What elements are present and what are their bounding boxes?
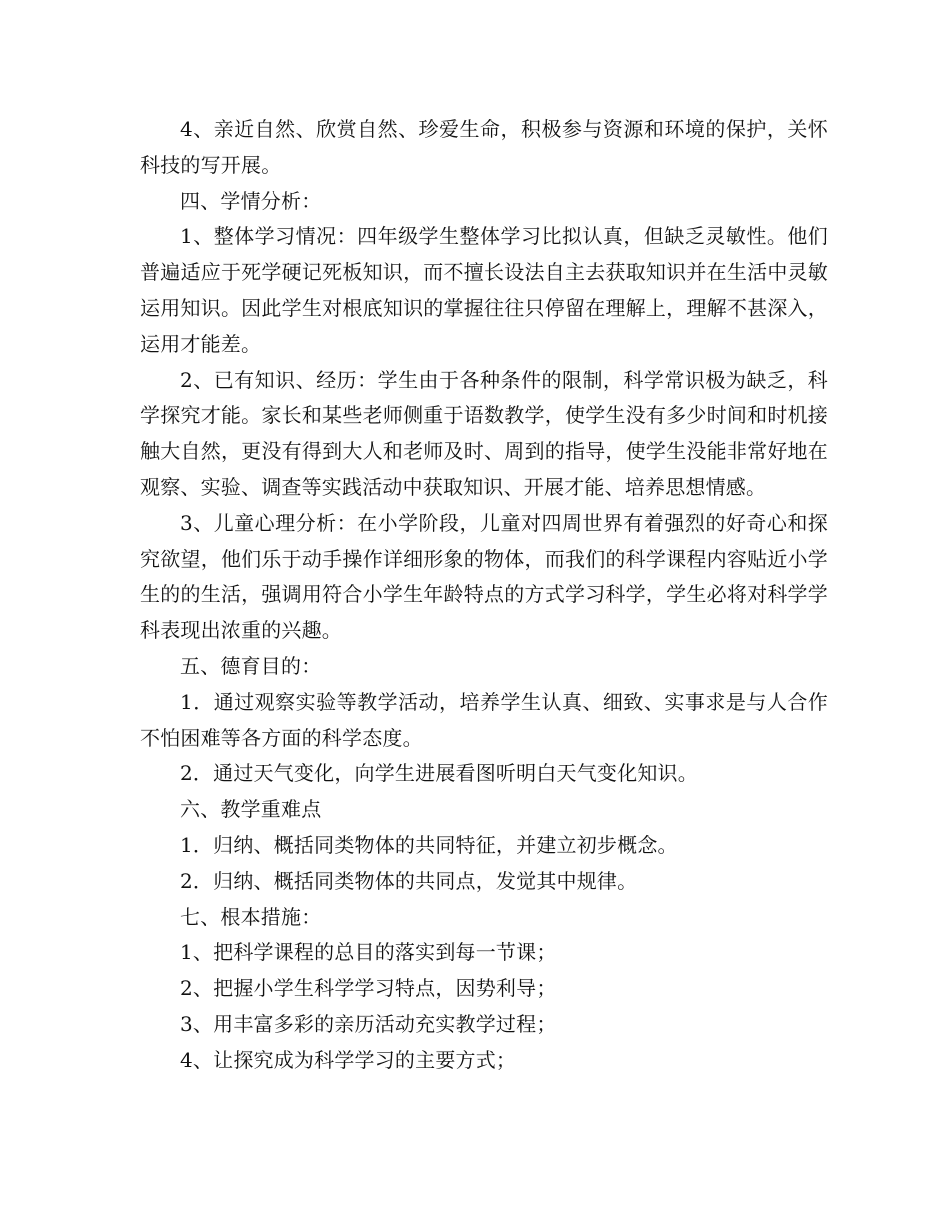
paragraph-measure-4: 4、让探究成为科学学习的主要方式；	[180, 1047, 517, 1072]
paragraph-overall-learning: 1、整体学习情况：四年级学生整体学习比拟认真，但缺乏灵敏性。他们普遍适应于死学硬记死板知识，而不擅长设法自主去获取知识并在生活中灵敏运用知识。因此学生对根底知识的掌握往往只停留在理解上，理解不甚深入，运用才能差。	[140, 224, 828, 356]
heading-key-difficulties: 六、教学重难点	[180, 797, 322, 822]
paragraph-goal-4: 4、亲近自然、欣赏自然、珍爱生命，积极参与资源和环境的保护，关怀科技的写开展。	[140, 117, 828, 177]
paragraph-measure-2: 2、把握小学生科学学习特点，因势利导；	[180, 976, 557, 1001]
paragraph-measure-3: 3、用丰富多彩的亲历活动充实教学过程；	[180, 1011, 557, 1036]
paragraph-child-psychology: 3、儿童心理分析：在小学阶段，儿童对四周世界有着强烈的好奇心和探究欲望，他们乐于动手操作详细形象的物体，而我们的科学课程内容贴近小学生的的生活，强调用符合小学生年龄特点的方式学习科学，学生必将对科学学科表现出浓重的兴趣。	[140, 510, 828, 643]
heading-basic-measures: 七、根本措施：	[180, 904, 322, 929]
heading-learning-analysis: 四、学情分析：	[180, 188, 322, 213]
paragraph-difficulty-2: 2．归纳、概括同类物体的共同点，发觉其中规律。	[180, 868, 638, 893]
heading-moral-goals: 五、德育目的：	[180, 653, 322, 678]
paragraph-measure-1: 1、把科学课程的总目的落实到每一节课；	[180, 940, 557, 965]
paragraph-moral-goal-1: 1．通过观察实验等教学活动，培养学生认真、细致、实事求是与人合作不怕困难等各方面的科学态度。	[140, 689, 828, 750]
paragraph-difficulty-1: 1．归纳、概括同类物体的共同特征，并建立初步概念。	[180, 832, 678, 857]
paragraph-moral-goal-2: 2．通过天气变化，向学生进展看图听明白天气变化知识。	[180, 761, 698, 786]
paragraph-existing-knowledge: 2、已有知识、经历：学生由于各种条件的限制，科学常识极为缺乏，科学探究才能。家长和某些老师侧重于语数教学，使学生没有多少时间和时机接触大自然，更没有得到大人和老师及时、周到的指导，使学生没能非常好地在观察、实验、调查等实践活动中获取知识、开展才能、培养思想情感。	[140, 367, 828, 499]
document-body	[140, 112, 828, 1079]
